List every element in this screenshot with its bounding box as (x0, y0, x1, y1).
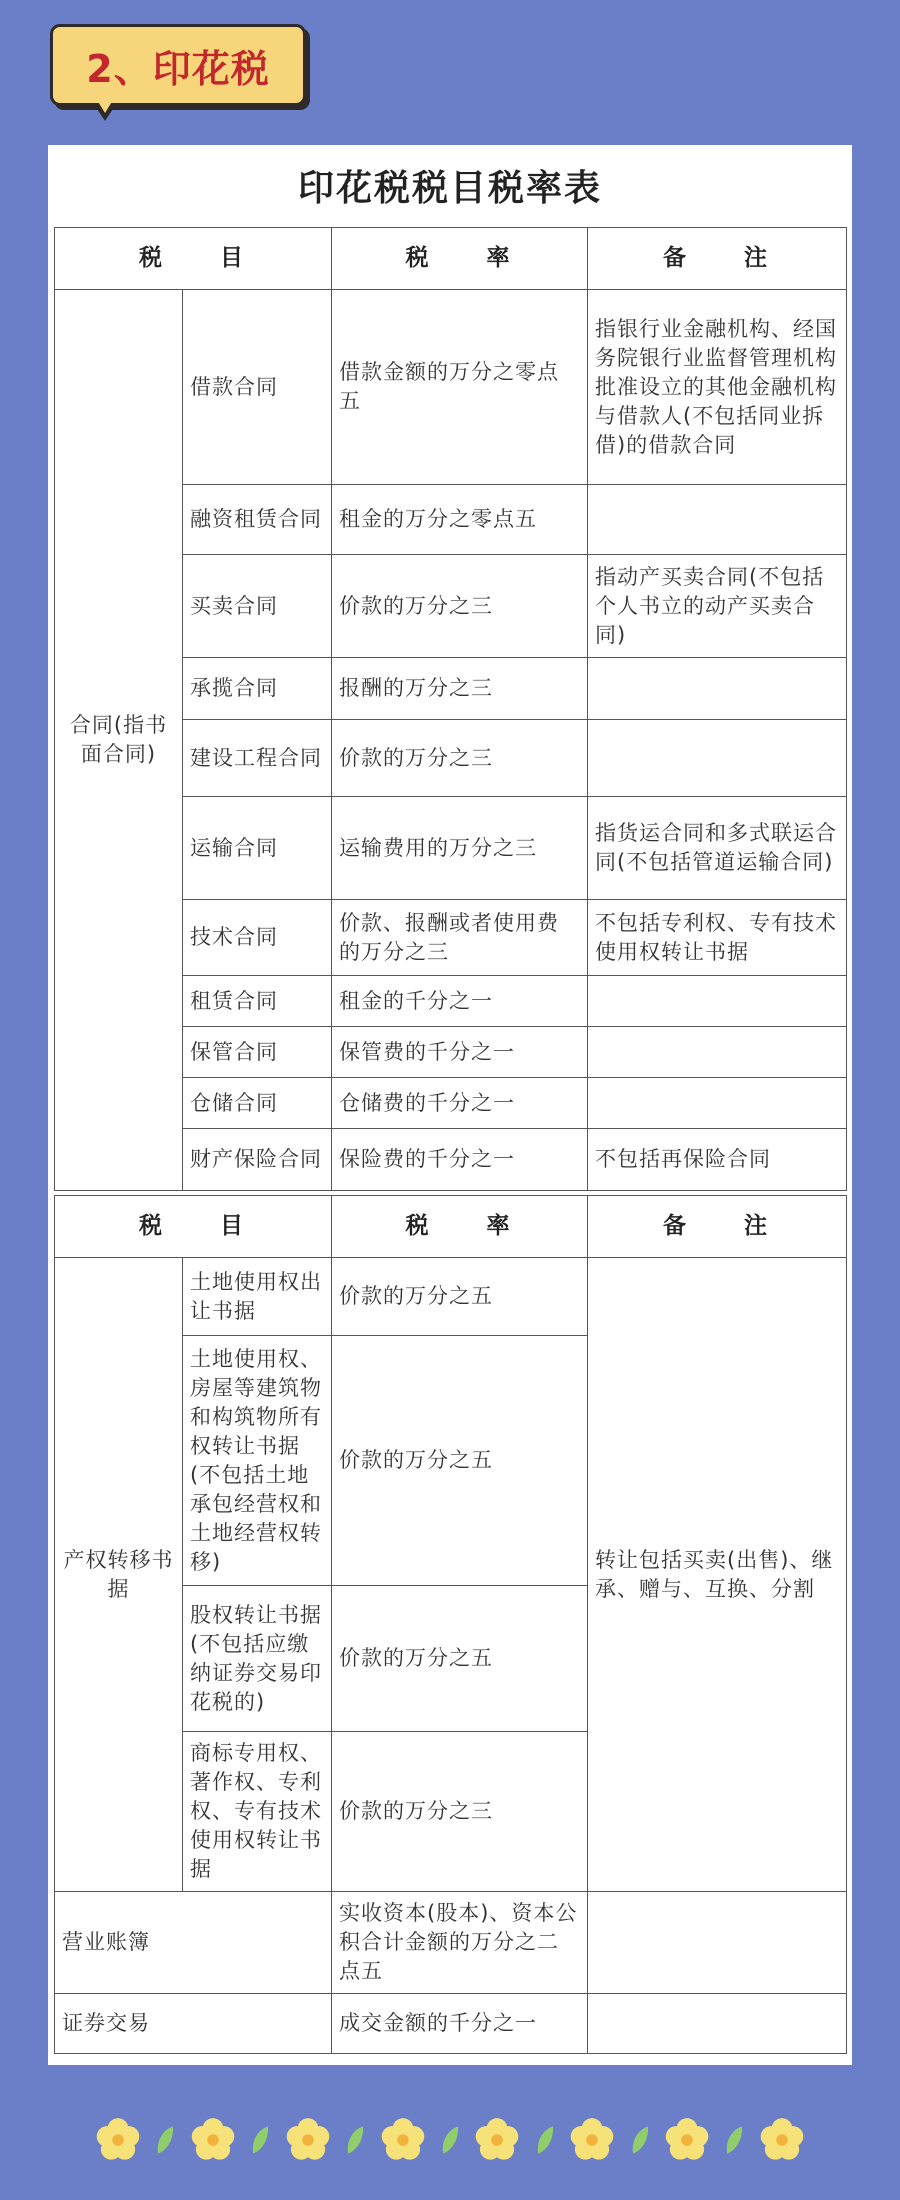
row-rate: 价款的万分之五 (332, 1258, 588, 1336)
flower-border (95, 2115, 805, 2165)
table-row (55, 1892, 847, 1994)
flower-icon (190, 2117, 236, 2163)
section-badge (50, 24, 306, 106)
tax-rate-table-contracts (54, 227, 847, 1191)
flower-icon (380, 2117, 426, 2163)
row-item: 土地使用权出让书据 (183, 1258, 332, 1336)
row-rate: 借款金额的万分之零点五 (332, 290, 588, 485)
row-note: 指动产买卖合同(不包括个人书立的动产买卖合同) (588, 555, 847, 658)
table-row (55, 1258, 847, 1336)
row-note: 不包括专利权、专有技术使用权转让书据 (588, 900, 847, 976)
table-header-row (55, 1196, 847, 1258)
flower-icon (285, 2117, 331, 2163)
leaf-icon (721, 2123, 747, 2157)
row-note (588, 1078, 847, 1129)
row-item: 证券交易 (55, 1994, 332, 2054)
row-note: 指银行业金融机构、经国务院银行业监督管理机构批准设立的其他金融机构与借款人(不包括同业拆借)的借款合同 (588, 290, 847, 485)
flower-icon (664, 2117, 710, 2163)
row-note (588, 1027, 847, 1078)
row-rate: 成交金额的千分之一 (332, 1994, 588, 2054)
row-item: 买卖合同 (183, 555, 332, 658)
leaf-icon (152, 2123, 178, 2157)
section-title: 2、印花税 (86, 46, 270, 91)
row-rate: 报酬的万分之三 (332, 658, 588, 720)
header-note: 备 注 (588, 228, 847, 290)
leaf-icon (247, 2123, 273, 2157)
row-item: 财产保险合同 (183, 1129, 332, 1191)
row-item: 股权转让书据(不包括应缴纳证券交易印花税的) (183, 1586, 332, 1732)
tax-rate-document (48, 145, 852, 2065)
leaf-icon (437, 2123, 463, 2157)
row-item: 营业账簿 (55, 1892, 332, 1994)
row-item: 租赁合同 (183, 976, 332, 1027)
group-note-transfer: 转让包括买卖(出售)、继承、赠与、互换、分割 (588, 1258, 847, 1892)
row-note: 指货运合同和多式联运合同(不包括管道运输合同) (588, 797, 847, 900)
group-label-contracts: 合同(指书面合同) (55, 290, 183, 1191)
row-note (588, 720, 847, 797)
row-rate: 价款的万分之三 (332, 555, 588, 658)
row-rate: 仓储费的千分之一 (332, 1078, 588, 1129)
row-item: 土地使用权、房屋等建筑物和构筑物所有权转让书据(不包括土地承包经营权和土地经营权转移) (183, 1336, 332, 1586)
badge-tail (93, 103, 117, 121)
flower-icon (474, 2117, 520, 2163)
flower-icon (759, 2117, 805, 2163)
row-rate: 运输费用的万分之三 (332, 797, 588, 900)
tax-rate-table-transfer (54, 1195, 847, 2054)
leaf-icon (627, 2123, 653, 2157)
row-item: 借款合同 (183, 290, 332, 485)
header-item: 税 目 (55, 228, 332, 290)
row-item: 建设工程合同 (183, 720, 332, 797)
row-item: 运输合同 (183, 797, 332, 900)
row-rate: 价款的万分之五 (332, 1336, 588, 1586)
row-rate: 保管费的千分之一 (332, 1027, 588, 1078)
group-label-transfer: 产权转移书据 (55, 1258, 183, 1892)
row-item: 仓储合同 (183, 1078, 332, 1129)
table-header-row (55, 228, 847, 290)
row-rate: 价款、报酬或者使用费的万分之三 (332, 900, 588, 976)
leaf-icon (342, 2123, 368, 2157)
row-rate: 租金的千分之一 (332, 976, 588, 1027)
document-title: 印花税税目税率表 (297, 166, 602, 209)
row-rate: 价款的万分之五 (332, 1586, 588, 1732)
row-rate: 租金的万分之零点五 (332, 485, 588, 555)
row-note (588, 485, 847, 555)
row-item: 融资租赁合同 (183, 485, 332, 555)
row-item: 商标专用权、著作权、专利权、专有技术使用权转让书据 (183, 1732, 332, 1892)
row-item: 保管合同 (183, 1027, 332, 1078)
row-note: 不包括再保险合同 (588, 1129, 847, 1191)
row-rate: 保险费的千分之一 (332, 1129, 588, 1191)
header-rate: 税 率 (332, 1196, 588, 1258)
flower-icon (569, 2117, 615, 2163)
header-note: 备 注 (588, 1196, 847, 1258)
table-row (55, 290, 847, 485)
row-note (588, 1994, 847, 2054)
flower-icon (95, 2117, 141, 2163)
table-row (55, 1994, 847, 2054)
row-note (588, 1892, 847, 1994)
header-item: 税 目 (55, 1196, 332, 1258)
row-note (588, 658, 847, 720)
row-note (588, 976, 847, 1027)
row-item: 承揽合同 (183, 658, 332, 720)
row-rate: 实收资本(股本)、资本公积合计金额的万分之二点五 (332, 1892, 588, 1994)
row-rate: 价款的万分之三 (332, 1732, 588, 1892)
row-rate: 价款的万分之三 (332, 720, 588, 797)
row-item: 技术合同 (183, 900, 332, 976)
leaf-icon (532, 2123, 558, 2157)
header-rate: 税 率 (332, 228, 588, 290)
